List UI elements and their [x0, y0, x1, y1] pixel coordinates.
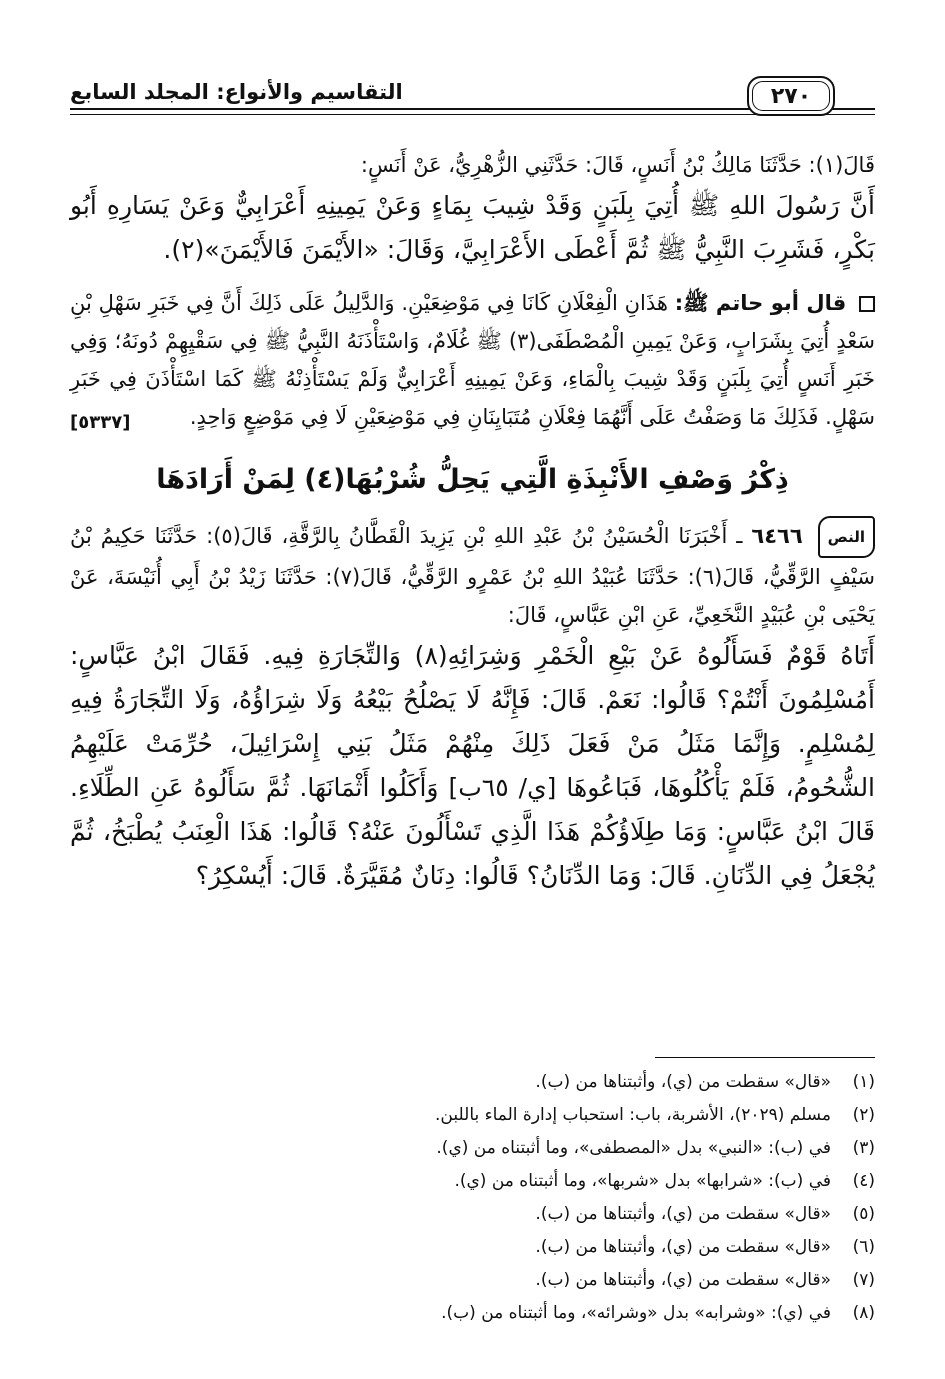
footnote-number: (٣): [852, 1138, 875, 1158]
hadith-isnad: [70, 516, 875, 634]
footnote: [70, 1165, 875, 1198]
hadith-number: ٦٤٦٦: [751, 524, 803, 548]
footnote: [70, 1231, 875, 1264]
footnote-number: (٦): [852, 1237, 875, 1257]
footnote-rule: [655, 1057, 875, 1058]
page-body: [70, 146, 875, 898]
footnote: [70, 1264, 875, 1297]
footnote-text: في (ب): «النبي» بدل «المصطفى»، وما أثبتناه من (ي).: [436, 1138, 831, 1158]
footnote-text: «قال» سقطت من (ي)، وأثبتناها من (ب).: [535, 1204, 831, 1224]
footnote: [70, 1297, 875, 1330]
hadith-matn: أَنَّ رَسُولَ اللهِ ﷺ أُتِيَ بِلَبَنٍ وَقَدْ شِيبَ بِمَاءٍ وَعَنْ يَمِينِهِ أَعْرَابِيٌّ وَعَنْ يَسَارِهِ أَبُو بَكْرٍ، فَشَرِبَ النَّبِيُّ ﷺ ثُمَّ أَعْطَى الأَعْرَابِيَّ، وَقَالَ: «الأَيْمَنَ فَالأَيْمَنَ»(٢).: [70, 191, 875, 264]
footnote-text: مسلم (٢٠٢٩)، الأشربة، باب: استحباب إدارة الماء باللبن.: [435, 1105, 831, 1125]
footnote-number: (١): [852, 1072, 875, 1092]
footnotes: [70, 1066, 875, 1330]
page-number: ٢٧٠: [747, 76, 835, 116]
footnote: [70, 1132, 875, 1165]
commentary-label: قال أبو حاتم ﷺ:: [674, 291, 847, 315]
footnote-text: في (ي): «وشرابه» بدل «وشرائه»، وما أثبتناه من (ب).: [441, 1303, 831, 1323]
section-title: ذِكْرُ وَصْفِ الأَنْبِذَةِ الَّتِي يَحِلُّ شُرْبُهَا(٤) لِمَنْ أَرَادَهَا: [156, 464, 789, 495]
footnote-text: «قال» سقطت من (ي)، وأثبتناها من (ب).: [535, 1237, 831, 1257]
footnote-number: (٧): [852, 1270, 875, 1290]
footnote-text: «قال» سقطت من (ي)، وأثبتناها من (ب).: [535, 1270, 831, 1290]
page-header: [70, 76, 875, 126]
reference-number: [٥٣٣٧]: [70, 412, 131, 433]
footnote-text: «قال» سقطت من (ي)، وأثبتناها من (ب).: [535, 1072, 831, 1092]
footnote-text: في (ب): «شرابها» بدل «شربها»، وما أثبتناه من (ي).: [454, 1171, 831, 1191]
footnote: [70, 1066, 875, 1099]
footnote-number: (٢): [852, 1105, 875, 1125]
running-title: التقاسيم والأنواع: المجلد السابع: [70, 80, 403, 104]
footnote-number: (٨): [852, 1303, 875, 1323]
footnote: [70, 1198, 875, 1231]
footnote: [70, 1099, 875, 1132]
hadith-matn-2: أَتَاهُ قَوْمٌ فَسَأَلُوهُ عَنْ بَيْعِ الْخَمْرِ وَشِرَائِهِ(٨) وَالتِّجَارَةِ فِيهِ. فَقَالَ ابْنُ عَبَّاسٍ: أَمُسْلِمُونَ أَنْتُمْ؟ قَالُوا: نَعَمْ. قَالَ: فَإِنَّهُ لَا يَصْلُحُ بَيْعُهُ وَلَا شِرَاؤُهُ، وَلَا التِّجَارَةُ فِيهِ لِمُسْلِمٍ. وَإِنَّمَا مَثَلُ مَنْ فَعَلَ ذَلِكَ مِنْهُمْ مَثَلُ بَنِي إِسْرَائِيلَ، حُرِّمَتْ عَلَيْهِمُ الشُّحُومُ، فَلَمْ يَأْكُلُوهَا، فَبَاعُوهَا [ي/ ٦٥ب] وَأَكَلُوا أَثْمَانَهَا. ثُمَّ سَأَلُوهُ عَنِ الطِّلَاءِ. قَالَ ابْنُ عَبَّاسٍ: وَمَا طِلَاؤُكُمْ هَذَا الَّذِي تَسْأَلُونَ عَنْهُ؟ قَالُوا: هَذَا الْعِنَبُ يُطْبَخُ، ثُمَّ يُجْعَلُ فِي الدِّنَانِ. قَالَ: وَمَا الدِّنَانُ؟ قَالُوا: دِنَانٌ مُقَيَّرَةٌ. قَالَ: أَيُسْكِرُ؟: [70, 641, 876, 890]
isnad-end: قَالَ(١): حَدَّثَنَا مَالِكُ بْنُ أَنَسٍ، قَالَ: حَدَّثَنِي الزُّهْرِيُّ، عَنْ أَنَسٍ:: [360, 153, 875, 177]
square-marker-icon: [859, 296, 875, 312]
text-badge: النص: [818, 516, 875, 558]
hadith-isnad-text: ـ أَخْبَرَنَا الْحُسَيْنُ بْنُ عَبْدِ اللهِ بْنِ يَزِيدَ الْقَطَّانُ بِالرَّقَّةِ، قَالَ(٥): حَدَّثَنَا حَكِيمُ بْنُ سَيْفٍ الرَّقِّيُّ، قَالَ(٦): حَدَّثَنَا عُبَيْدُ اللهِ بْنُ عَمْرٍو الرَّقِّيُّ، قَالَ(٧): حَدَّثَنَا زَيْدُ بْنُ أَبِي أُنَيْسَةَ، عَنْ يَحْيَى بْنِ عُبَيْدٍ النَّخَعِيِّ، عَنِ ابْنِ عَبَّاسٍ، قَالَ:: [70, 524, 875, 627]
footnote-number: (٥): [852, 1204, 875, 1224]
footnote-number: (٤): [852, 1171, 875, 1191]
commentary: [70, 284, 875, 436]
commentary-text: هَذَانِ الْفِعْلَانِ كَانَا فِي مَوْضِعَيْنِ. وَالدَّلِيلُ عَلَى ذَلِكَ أَنَّ فِي خَبَرِ سَهْلِ بْنِ سَعْدٍ أُتِيَ بِشَرَابٍ، وَعَنْ يَمِينِ الْمُصْطَفَى(٣) ﷺ غُلَامٌ، وَاسْتَأْذَنَهُ النَّبِيُّ ﷺ فِي سَقْيِهِمْ دُونَهُ؛ وَفِي خَبَرِ أَنَسٍ أُتِيَ بِلَبَنٍ وَقَدْ شِيبَ بِالْمَاءِ، وَعَنْ يَمِينِهِ أَعْرَابِيٌّ وَلَمْ يَسْتَأْذِنْهُ ﷺ كَمَا اسْتَأْذَنَ فِي خَبَرِ سَهْلٍ. فَذَلِكَ مَا وَصَفْتُ عَلَى أَنَّهُمَا فِعْلَانِ مُتَبَايِنَانِ فِي مَوْضِعَيْنِ لَا فِي مَوْضِعٍ وَاحِدٍ.: [70, 291, 875, 429]
